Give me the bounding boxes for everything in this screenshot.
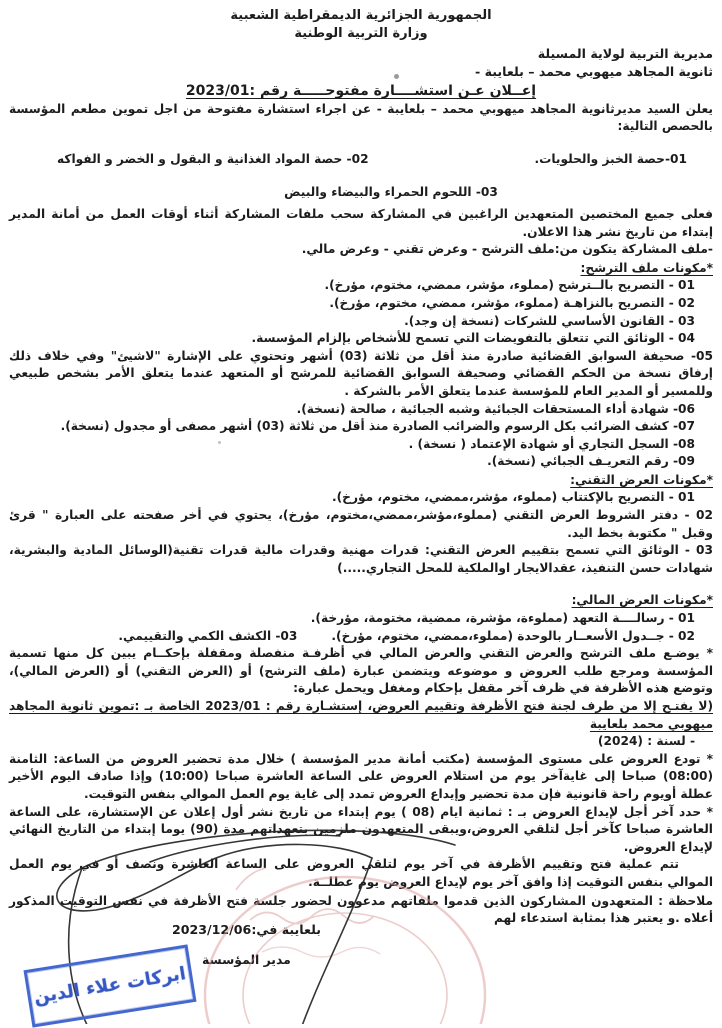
- directorate-line: مديرية التربية لولاية المسيلة: [537, 46, 713, 61]
- opening-paragraph: تتم عملية فتح وتقييم الأظرفة في آخر يوم لتلقي العروض على الساعة العاشرة ونصف أو في يوم العمل الموالي بنفس التوقيت إذا وافق آخر يوم لإيداع العروض يوم عطلــة.: [9, 857, 713, 889]
- technical-item: 01 - التصريح بالإكتتاب (مملوء، مؤشر،ممضي، مختوم، مؤرخ).: [331, 490, 695, 505]
- technical-item: 02 - دفتر الشروط العرض التقني (مملوء،مؤشر،ممضي،مختوم، مؤرخ)، يحتوي في أخر صفحته على العبارة " قرئ وقبل " مكتوبة بخط اليد.: [9, 508, 713, 540]
- envelope-paragraph: * يوضـع ملف الترشح والعرض التقني والعرض المالي في أظرفـة منفصلة ومقفلة بإحكــام يبين كل منها تسمية المؤسسة ومرجع طلب العروض و موضوعه ويتضمن عبارة (ملف الترشح) أو (العرض التقني) أو (العرض المالي)، وتوضع هذه الأظرفة في ظرف آخر مقفل بإحكام ومغفل ويحمل عبارة:: [9, 646, 713, 696]
- blue-stamp-text: ابركات علاء الدين: [32, 963, 188, 1009]
- financial-item-1: 01 - رسالــــة التعهد (مملوءة، مؤشرة، ممضية، مختومة، مؤرخة).: [310, 611, 695, 626]
- signatory-title: مدير المؤسسة: [202, 952, 291, 967]
- candidacy-item: 02 - التصريح بالنزاهـة (مملوء، مؤشر، ممضي، مختوم، مؤرخ).: [329, 295, 695, 310]
- candidacy-item: 07- كشف الضرائب بكل الرسوم والضرائب الصادرة منذ أقل من ثلاثة (03) أشهر مصفى أو مجدول (نسخة).: [60, 419, 695, 434]
- technical-item: 03 - الوثائق التي تسمح بتقييم العرض التقني: قدرات مهنية وقدرات مالية قدرات تقنية(الوسائل المادية والبشرية، شهادات حسن التنفيذ، عقدالايجار اوالملكية للمحل التجاري.....): [9, 543, 713, 575]
- issuer-block: [9, 45, 713, 81]
- ministry-line: وزارة التربية الوطنية: [294, 26, 428, 41]
- candidacy-item: 01 - التصريح بالــترشح (مملوء، مؤشر، ممضي، مختوم، مؤرخ).: [324, 278, 695, 293]
- section-gap: [9, 577, 713, 591]
- intro-paragraph: يعلن السيد مديرثانوية المجاهد ميهوبي محمد – بلعايبة - عن اجراء استشارة مفتوحة من اجل تموين مطعم المؤسسة بالحصص التالية:: [9, 101, 713, 134]
- envelope-year-line: - لسنة : (2024): [597, 734, 695, 749]
- scan-speck: [218, 441, 221, 444]
- school-line: ثانوية المجاهد ميهوبي محمد – بلعايبة -: [474, 64, 713, 79]
- lot-2: 02- حصة المواد الغذانية و البقول و الخضر و الفواكه: [57, 151, 369, 166]
- title-wrap: [9, 83, 713, 101]
- financial-item-2: 02 - جــدول الأسعــار بالوحدة (مملوء،ممضي، مختوم، مؤرخ).: [331, 628, 695, 643]
- blue-stamp: [23, 944, 196, 1027]
- scan-speck: [394, 74, 399, 79]
- date-line: بلعايبة في:2023/12/06: [172, 922, 321, 937]
- candidacy-item: 08- السجل التجاري أو شهادة الإعتماد ( نسخة) .: [408, 436, 695, 451]
- financial-heading: *مكونات العرض المالي:: [571, 593, 713, 608]
- deposit-paragraph: * تودع العروض على مستوى المؤسسة (مكتب أمانة مدير المؤسسة ) خلال مدة تحضير العروض من الساعة: الثامنة (08:00) صباحا إلى غايةآخر يوم من استلام العروض على الساعة العاشرة صباحا (10:00) وإذا صادف اليوم الأخير عطلة أويوم راحة قانونية فإن مدة تحضير وإيداع العروض تمدد إلى غاية يوم العمل الموالي بنفس التوقيت.: [9, 751, 714, 801]
- candidacy-item: 09- رقم التعريـف الجبائي (نسخة).: [487, 454, 695, 469]
- lot-1: 01-حصة الخبز والحلويات.: [534, 151, 687, 166]
- candidacy-item: 05- صحيفة السوابق القضائية صادرة منذ أقل من ثلاثة (03) أشهر وتحتوي على الإشارة "لاشيئ" وفي خلاف ذلك إرفاق نسخة من الحكم القضائي وصحيفة السوابق القضائية للمرشح أو المتعهد عندما يتعلق الأمر بشخص طبيعي وللمسير أو المدير العام للمؤسسة عندما يتعلق الأمر بالشركة .: [9, 348, 713, 398]
- lot-3: 03- اللحوم الحمراء والبيضاء والبيض: [284, 185, 498, 200]
- file-composition-line: -ملف المشاركة يتكون من:ملف الترشح - وعرض تقني - وعرض مالي.: [301, 242, 713, 257]
- candidacy-heading: *مكونات ملف الترشح:: [580, 260, 713, 275]
- envelope-warning-wrap: [9, 698, 713, 733]
- candidacy-item: 03 - القانون الأساسي للشركات (نسخة إن وجد).: [404, 313, 695, 328]
- note-paragraph: ملاحظة : المتعهدون المشاركون الذين قدموا ملفاتهم مدعوون لحضور جلسة فتح الأظرفة في نفس التوقيت المذكور أعلاه .و يعتبر هذا بمثابة استدعاء لهم: [9, 893, 713, 926]
- technical-heading: *مكونات العرض التقني:: [570, 472, 713, 487]
- republic-line: الجمهورية الجزائرية الديمقراطية الشعبية: [230, 8, 492, 23]
- candidacy-item: 06- شهادة أداء المستحقات الجبائية وشبه الجبائية ، صالحة (نسخة).: [296, 401, 695, 416]
- participation-paragraph: فعلى جميع المختصين المتعهدين الراغبين في المشاركة سحب ملفات المشاركة أثناء أوقات العمل من أمانة المدير إبتداء من تاريخ نشر هذا الاعلان.: [9, 206, 713, 239]
- deposit-deadline-paragraph: * حدد آخر أجل لإيداع العروض بـ : ثمانية ايام (08 ) يوم إبتداء من تاريخ نشر أول إعلان عن الإستشارة، على الساعة العاشرة صباحا كآخر أجل لتلقي العروض،ويبقى المتعهدون ملزمين بتعهداتهم مدة (90) يوما إبتداء من التاريخ النهائي لإيداع العروض.: [9, 804, 713, 854]
- financial-item-3: 03- الكشف الكمي والتقييمي.: [118, 628, 298, 643]
- envelope-warning: (لا يفتـح إلا من طرف لجنة فتح الأظرفة وتقييم العروض، إستشـارة رقم : 2023/01 الخاصة بـ :تموين ثانوية المجاهد ميهوبي محمد بلعايبة: [9, 699, 714, 731]
- candidacy-item: 04 - الوثائق التي تتعلق بالتفويضات التي تسمح للأشخاص بإلزام المؤسسة.: [251, 331, 695, 346]
- financial-items-row: [9, 628, 713, 646]
- lots-row: [9, 151, 713, 169]
- announcement-title: إعــلان عـن استشــــارة مفتوحـــــة رقم :2023/01: [185, 83, 537, 99]
